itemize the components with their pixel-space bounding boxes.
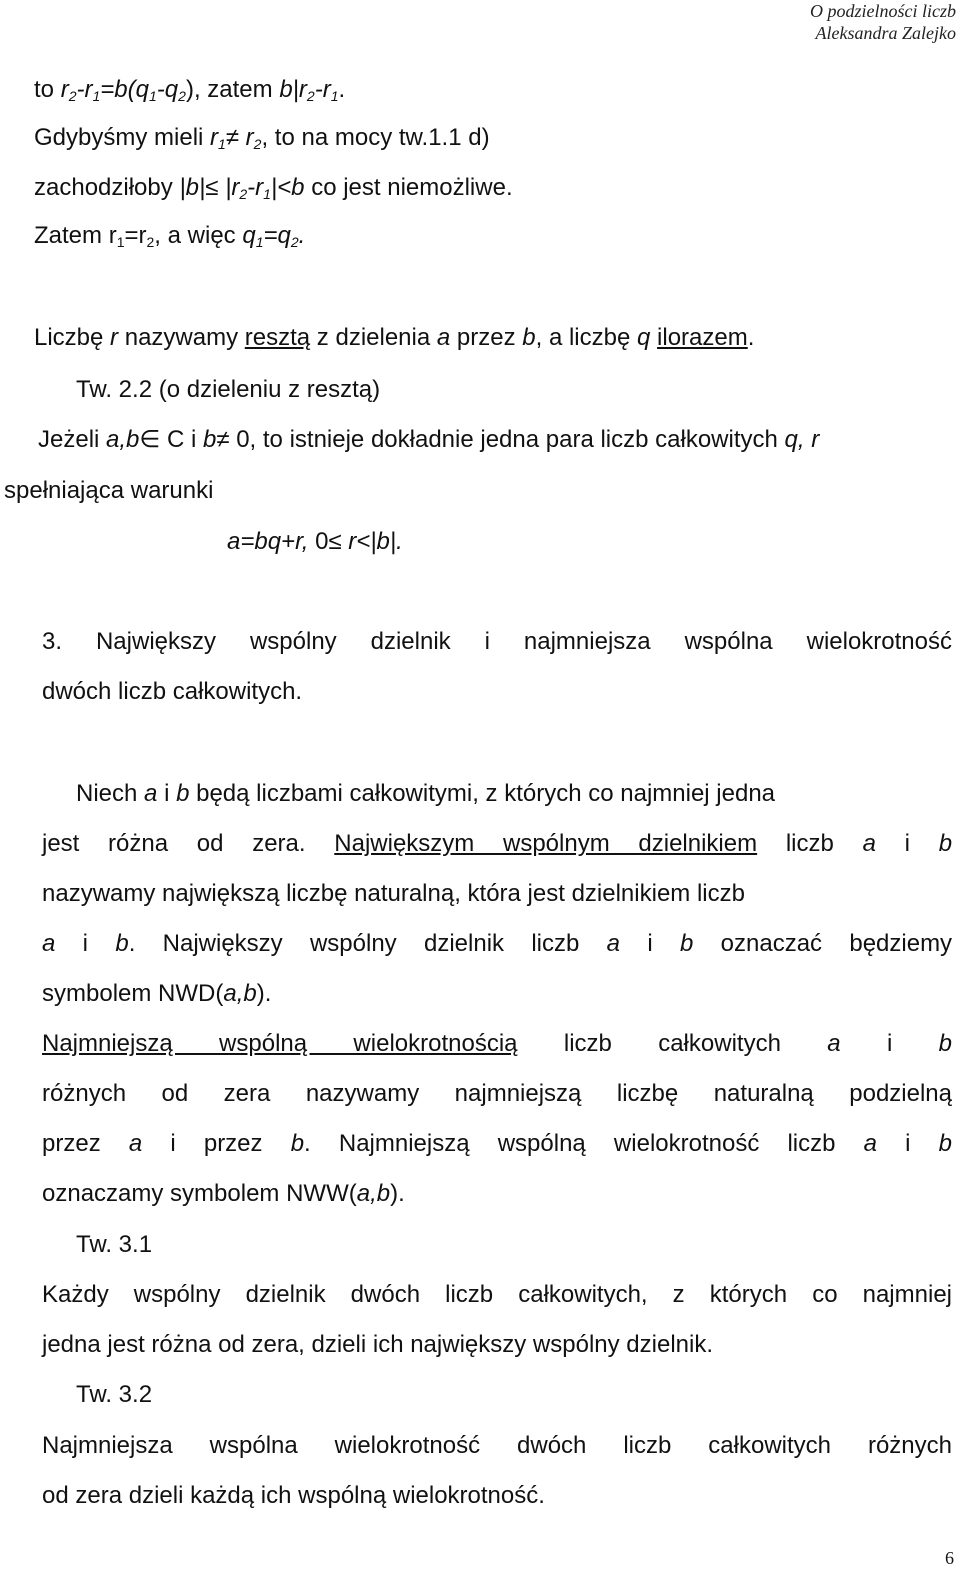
term-ilorazem: ilorazem	[657, 324, 748, 351]
theorem-heading: Tw. 2.2 (o dzieleniu z resztą)	[76, 376, 381, 403]
text-line: to $r_2-r_1=b(q_1-q_2)$, zatem $b|r_2-r_1$.	[34, 76, 346, 104]
theorem-heading: Tw. 3.1	[76, 1231, 153, 1258]
text-line: Niech a i b będą liczbami całkowitymi, z których co najmniej jedna	[76, 780, 776, 807]
text-line: oznaczamy symbolem NWW(a,b).	[42, 1180, 405, 1207]
text-line: a i b. Największy wspólny dzielnik liczb a i b oznaczać będziemy	[42, 930, 953, 957]
text-line: Jeżeli a,b∈ C i b≠ 0, to istnieje dokładnie jedna para liczb całkowitych q, r	[38, 426, 820, 453]
section-heading-cont: dwóch liczb całkowitych.	[42, 678, 303, 705]
text-line: Liczbę r nazywamy resztą z dzielenia a przez b, a liczbę q ilorazem.	[34, 324, 755, 351]
text-line: przez a i przez b. Najmniejszą wspólną wielokrotność liczb a i b	[42, 1130, 953, 1157]
header-author: Aleksandra Zalejko	[815, 23, 956, 43]
neq-symbol: ≠	[216, 426, 230, 453]
text-line: zachodziłoby $|b|\le |r_2-r_1|<b$ co jest niemożliwe.	[34, 174, 513, 202]
text-line: jest różna od zera. Największym wspólnym dzielnikiem liczb a i b	[42, 830, 953, 857]
running-header	[810, 0, 956, 44]
text-line: spełniająca warunki	[4, 477, 214, 504]
text-line: Najmniejsza wspólna wielokrotność dwóch liczb całkowitych różnych	[42, 1432, 952, 1459]
text-line: Każdy wspólny dzielnik dwóch liczb całkowitych, z których co najmniej	[42, 1281, 952, 1308]
header-title: O podzielności liczb	[810, 1, 956, 21]
text-line: Najmniejszą wspólną wielokrotnością liczb całkowitych a i b	[42, 1030, 953, 1057]
page-number: 6	[945, 1548, 954, 1568]
theorem-heading: Tw. 3.2	[76, 1381, 153, 1408]
text-line: różnych od zera nazywamy najmniejszą liczbę naturalną podzielną	[42, 1080, 952, 1107]
text-line: nazywamy największą liczbę naturalną, która jest dzielnikiem liczb	[42, 880, 745, 907]
text-line: Gdybyśmy mieli $r_1\ne r_2$, to na mocy tw.1.1 d)	[34, 124, 490, 152]
term-nww: Najmniejszą wspólną wielokrotnością	[42, 1030, 518, 1057]
formula: a=bq+r, 0≤ r<|b|.	[227, 528, 403, 555]
term-reszta: resztą	[244, 324, 311, 351]
section-heading: 3. Największy wspólny dzielnik i najmniejsza wspólna wielokrotność	[42, 628, 952, 655]
in-symbol: ∈	[139, 426, 161, 453]
text-line: od zera dzieli każdą ich wspólną wielokrotność.	[42, 1482, 545, 1509]
le-symbol: ≤	[328, 528, 342, 555]
text-line: Zatem $r_1=r_2$, a więc $q_1=q_2$.	[34, 222, 306, 250]
text-line: symbolem NWD(a,b).	[42, 980, 272, 1007]
text-line: jedna jest różna od zera, dzieli ich największy wspólny dzielnik.	[42, 1331, 713, 1358]
le-symbol: ≤	[205, 174, 219, 201]
term-nwd: Największym wspólnym dzielnikiem	[334, 830, 758, 857]
neq-symbol: ≠	[225, 124, 239, 151]
